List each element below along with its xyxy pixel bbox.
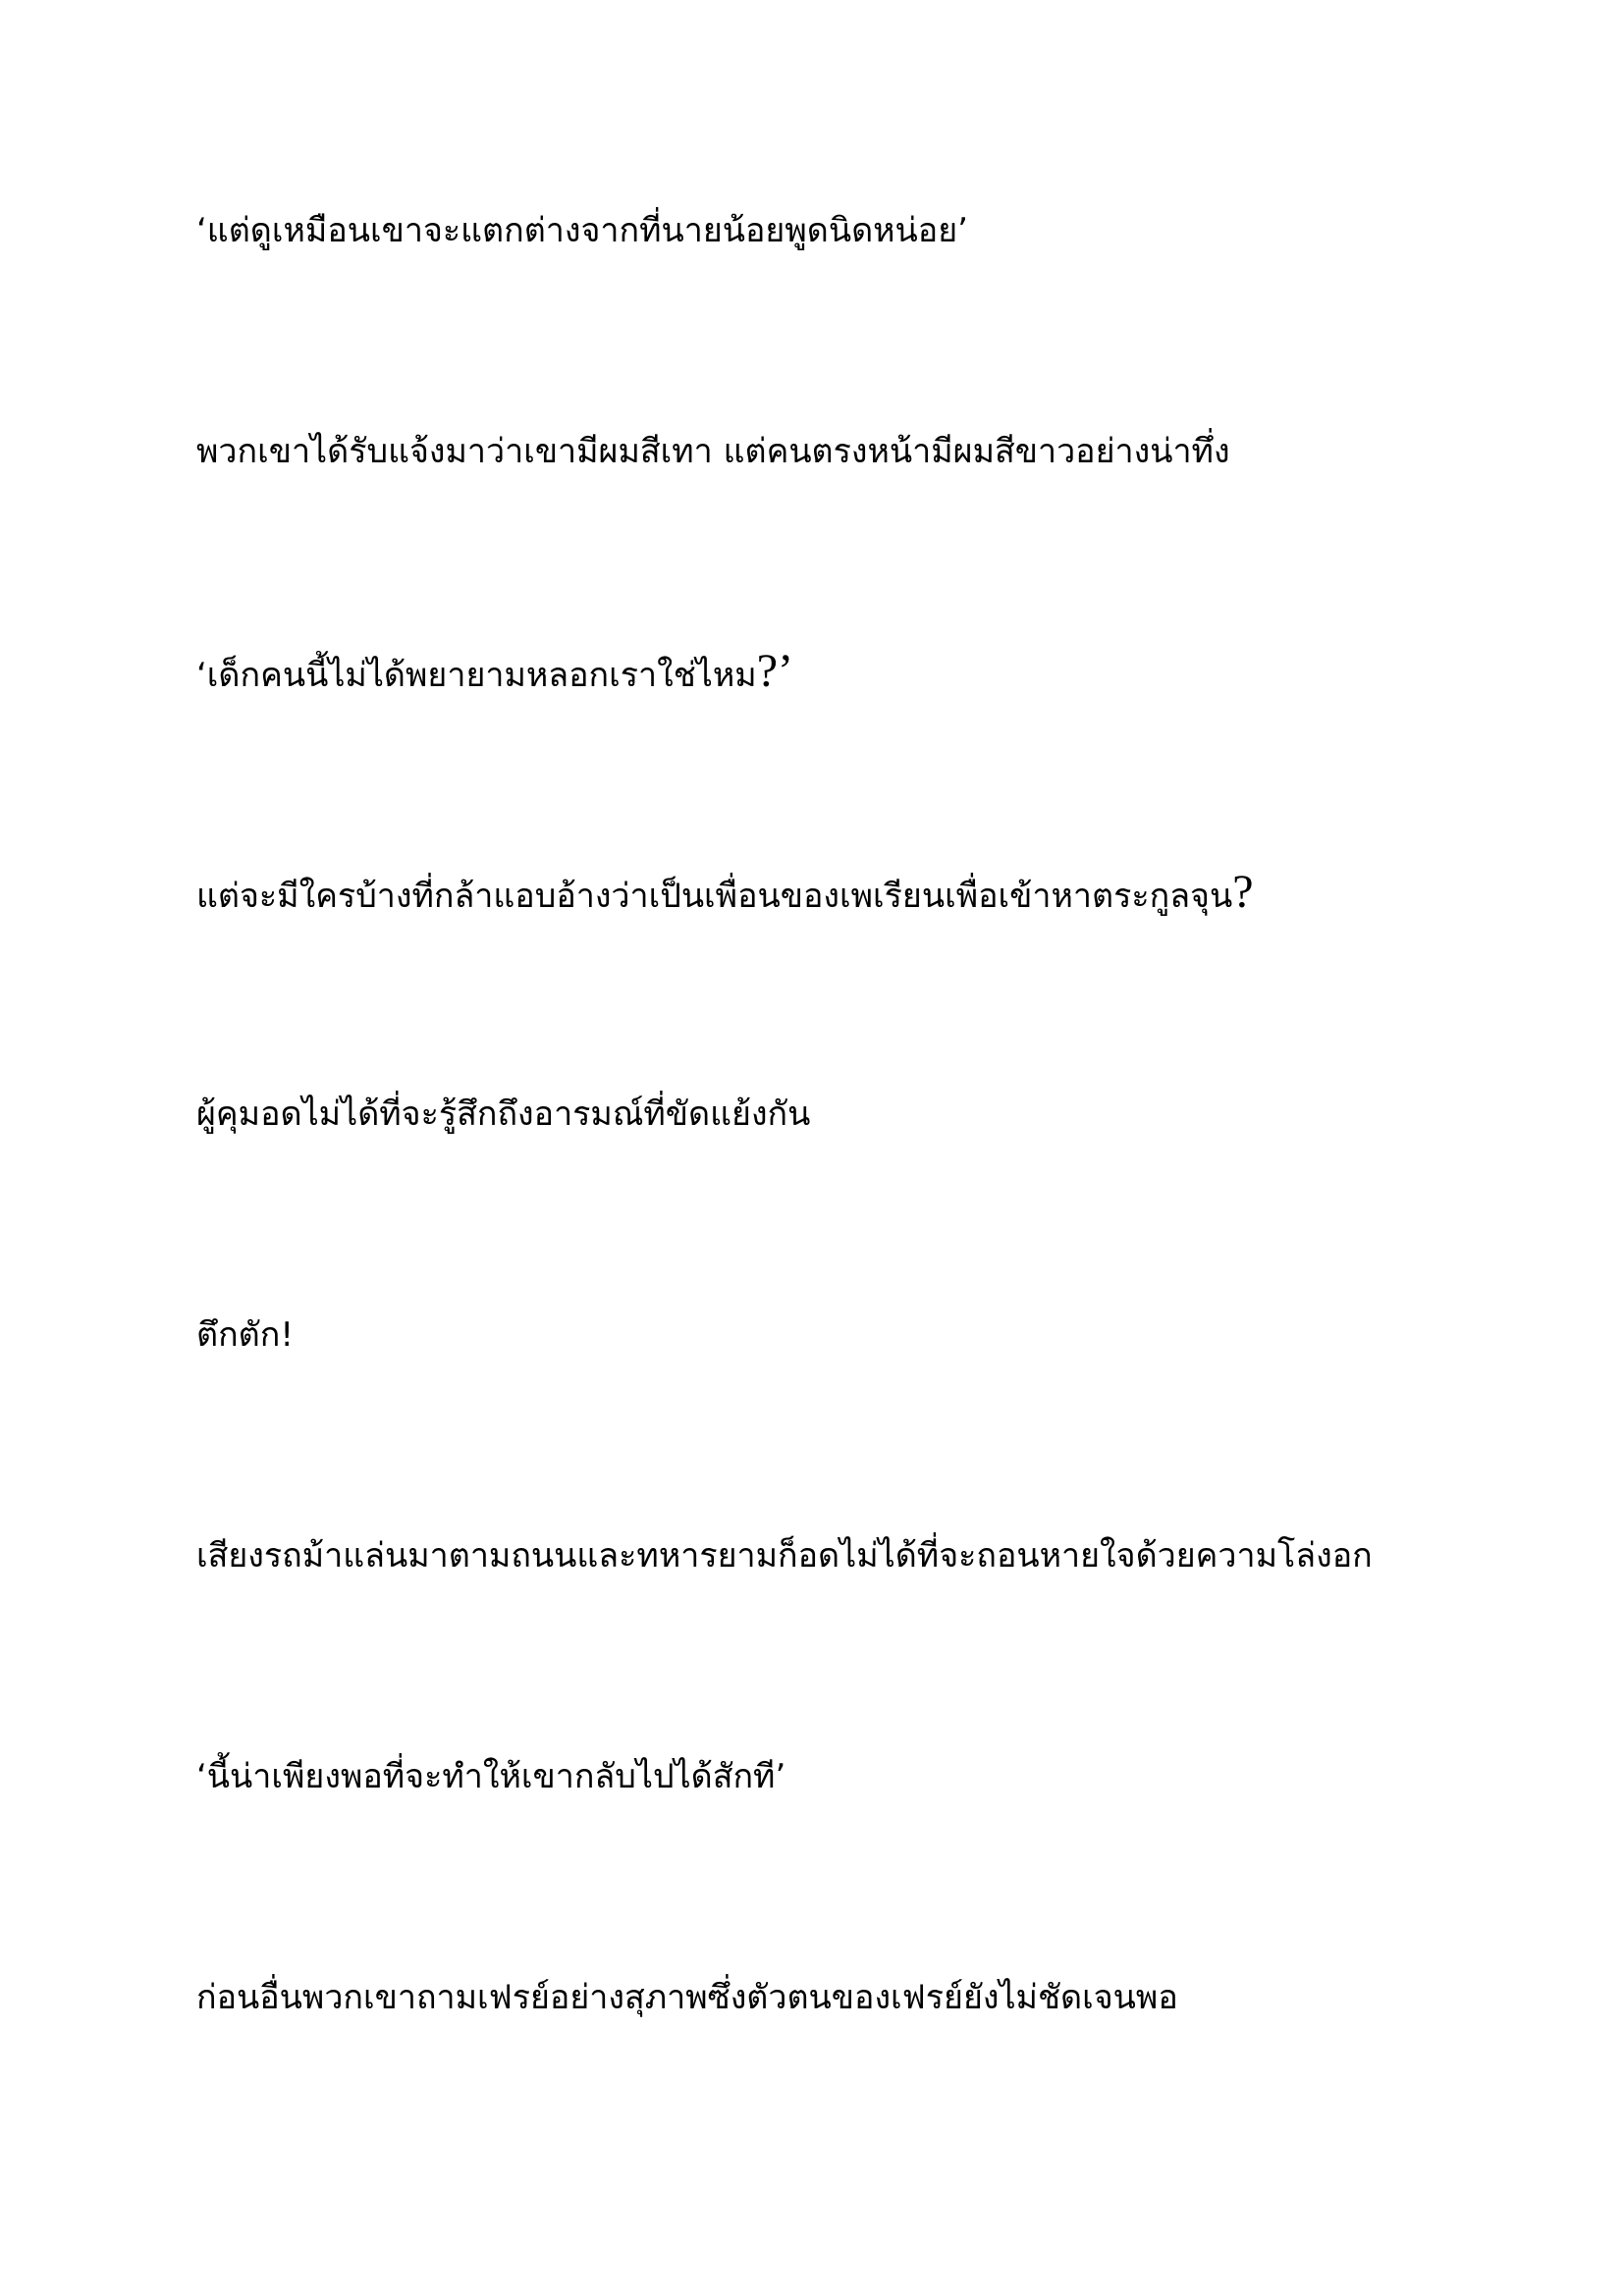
paragraph [196,1532,1373,1579]
paragraph-text: พวกเขาได้รับแจ้งมาว่าเขามีผมสีเทา แต่คนตรงหน้ามีผมสีขาวอย่างน่าทึ่ง [196,432,1230,471]
paragraph-text: ‘เด็กคนนี้ไม่ได้พยายามหลอกเราใช่ไหม [196,656,757,695]
paragraph [196,866,1254,920]
paragraph-punctuation: ? [1232,866,1254,918]
paragraph [196,428,1230,475]
paragraph [196,1091,810,1138]
paragraph-text: ‘แต่ดูเหมือนเขาจะแตกต่างจากที่นายน้อยพูดนิดหน่อย’ [196,211,968,250]
paragraph-punctuation: ?’ [756,645,793,697]
paragraph-text: ‘นี้น่าเพียงพอที่จะทำให้เขากลับไปได้สักที’ [196,1757,786,1796]
paragraph [196,207,968,254]
paragraph-text: ตึกตัก! [196,1315,294,1355]
paragraph-text: แต่จะมีใครบ้างที่กล้าแอบอ้างว่าเป็นเพื่อนของเพเรียนเพื่อเข้าหาตระกูลจุน [196,877,1233,916]
paragraph-text: ผู้คุมอดไม่ได้ที่จะรู้สึกถึงอารมณ์ที่ขัดแย้งกัน [196,1095,811,1134]
paragraph [196,1311,294,1359]
paragraph [196,1753,785,1800]
paragraph-text: ก่อนอื่นพวกเขาถามเฟรย์อย่างสุภาพซึ่งตัวตนของเฟรย์ยังไม่ชัดเจนพอ [196,1978,1178,2017]
paragraph [196,645,793,699]
paragraph-text: เสียงรถม้าแล่นมาตามถนนและทหารยามก็อดไม่ได้ที่จะถอนหายใจด้วยความโล่งอก [196,1536,1373,1575]
paragraph [196,1974,1178,2021]
